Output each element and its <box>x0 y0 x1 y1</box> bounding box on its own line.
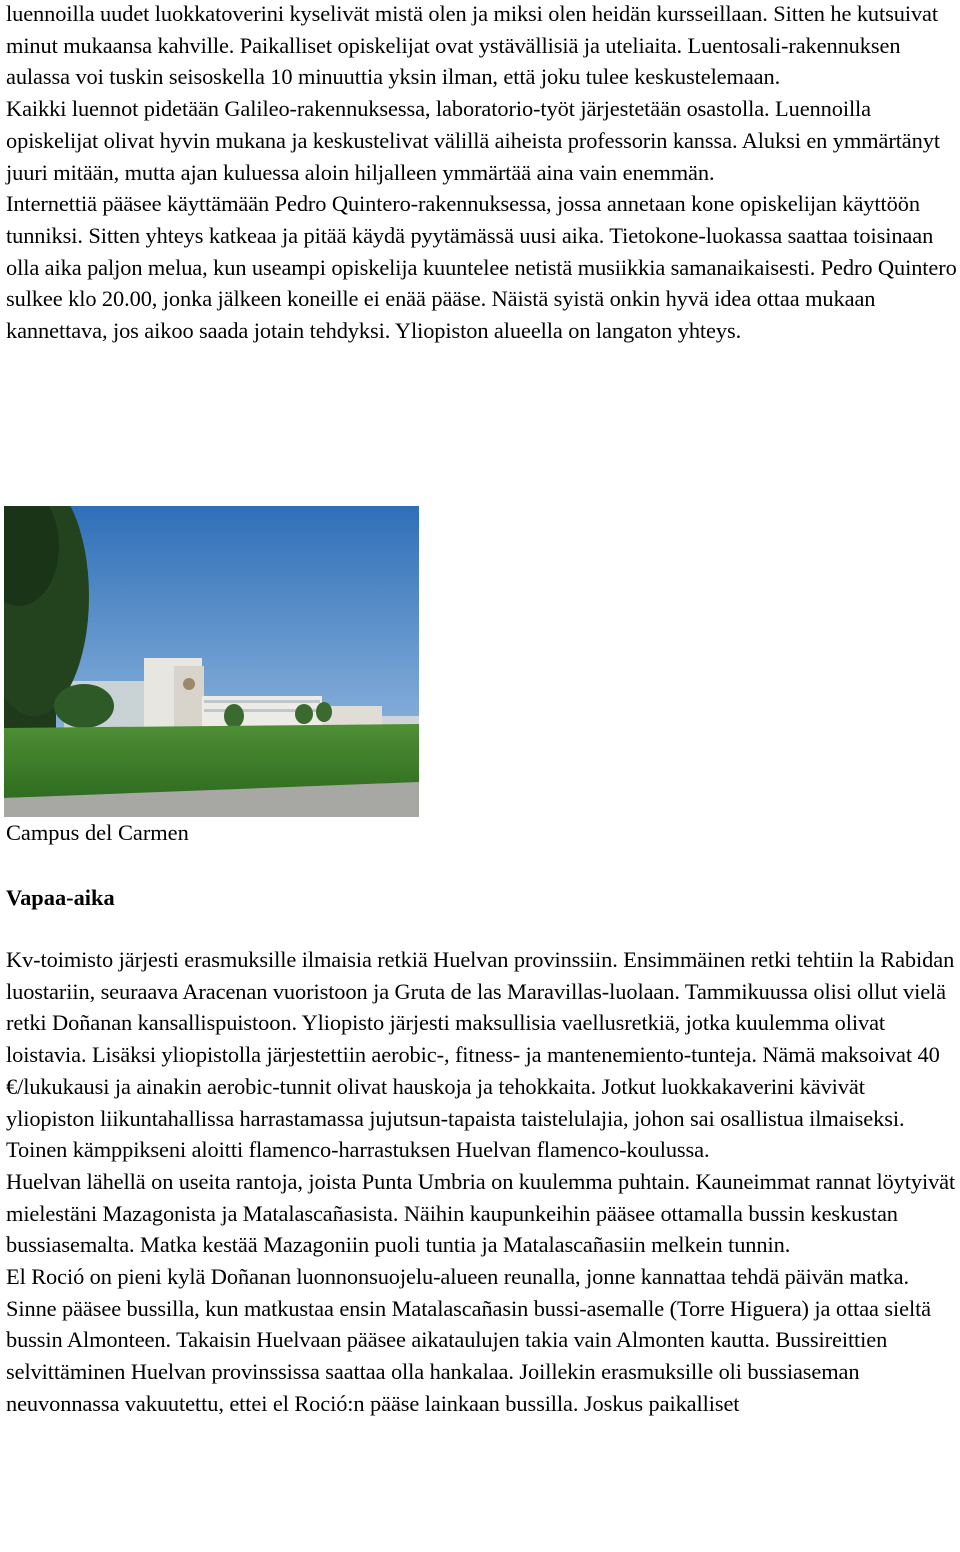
paragraph-trips: Kv-toimisto järjesti erasmuksille ilmaisia retkiä Huelvan provinssiin. Ensimmäinen retki tehtiin la Rabidan luostariin, seuraava Aracenan vuoristoon ja Gruta de las Maravillas-luolaan. Tammikuussa olisi ollut vielä retki Doñanan kansallispuistoon. Yliopisto järjesti maksullisia vaellusretkiä, jotka kuulemma olivat loistavia. Lisäksi yliopistolla järjestettiin aerobic-, fitness- ja mantenemiento-tunteja. Nämä maksoivat 40 €/lukukausi ja ainakin aerobic-tunnit olivat hauskoja ja tehokkaita. Jotkut luokkakaverini kävivät yliopiston liikuntahallissa harrastamassa jujutsun-tapaista taistelulajia, johon sai osallistua ilmaiseksi. Toinen kämppikseni aloitti flamenco-harrastuksen Huelvan flamenco-koulussa. <box>6 947 955 1163</box>
top-text-block <box>6 0 958 347</box>
paragraph-el-rocio: El Roció on pieni kylä Doñanan luonnonsuojelu-alueen reunalla, jonne kannattaa tehdä päivän matka. Sinne pääsee bussilla, kun matkustaa ensin Matalascañasin bussi-asemalle (Torre Higuera) ja ottaa sieltä bussin Almonteen. Takaisin Huelvaan pääsee aikataulujen takia vain Almonten kautta. Bussireittien selvittäminen Huelvan provinssissa saattaa olla hankalaa. Joillekin erasmuksille oli bussiaseman neuvonnassa vakuutettu, ettei el Roció:n pääse lainkaan bussilla. Joskus paikalliset <box>6 1264 932 1416</box>
paragraph-lectures: Kaikki luennot pidetään Galileo-rakennuksessa, laboratorio-työt järjestetään osastolla. Luennoilla opiskelijat olivat hyvin mukana ja keskustelivat välillä aiheista professorin kanssa. Aluksi en ymmärtänyt juuri mitään, mutta ajan kuluessa aloin hiljalleen ymmärtää aina vain enemmän. <box>6 96 940 185</box>
section-heading-vapaa-aika: Vapaa-aika <box>6 885 115 910</box>
bottom-text-block <box>6 944 958 1420</box>
photo-caption: Campus del Carmen <box>6 820 189 845</box>
paragraph-classmates: luennoilla uudet luokkatoverini kyselivät mistä olen ja miksi olen heidän kursseillaan. Sitten he kutsuivat minut mukaansa kahville. Paikalliset opiskelijat ovat ystävällisiä ja uteliaita. Luentosali-rakennuksen aulassa voi tuskin seisoskella 10 minuuttia yksin ilman, että joku tulee keskustelemaan. <box>6 1 939 90</box>
campus-photo <box>4 506 419 817</box>
paragraph-internet: Internettiä pääsee käyttämään Pedro Quintero-rakennuksessa, jossa annetaan kone opiskelijan käyttöön tunniksi. Sitten yhteys katkeaa ja pitää käydä pyytämässä uusi aika. Tietokone-luokassa saattaa toisinaan olla aika paljon melua, kun useampi opiskelija kuuntelee netistä musiikkia samanaikaisesti. Pedro Quintero sulkee klo 20.00, jonka jälkeen koneille ei enää pääse. Näistä syistä onkin hyvä idea ottaa mukaan kannettava, jos aikoo saada jotain tehdyksi. Yliopiston alueella on langaton yhteys. <box>6 191 957 344</box>
paragraph-beaches: Huelvan lähellä on useita rantoja, joista Punta Umbria on kuulemma puhtain. Kauneimmat rannat löytyivät mielestäni Mazagonista ja Matalascañasista. Näihin kaupunkeihin pääsee ottamalla bussin keskustan bussiasemalta. Matka kestää Mazagoniin puoli tuntia ja Matalascañasiin melkein tunnin. <box>6 1168 956 1258</box>
